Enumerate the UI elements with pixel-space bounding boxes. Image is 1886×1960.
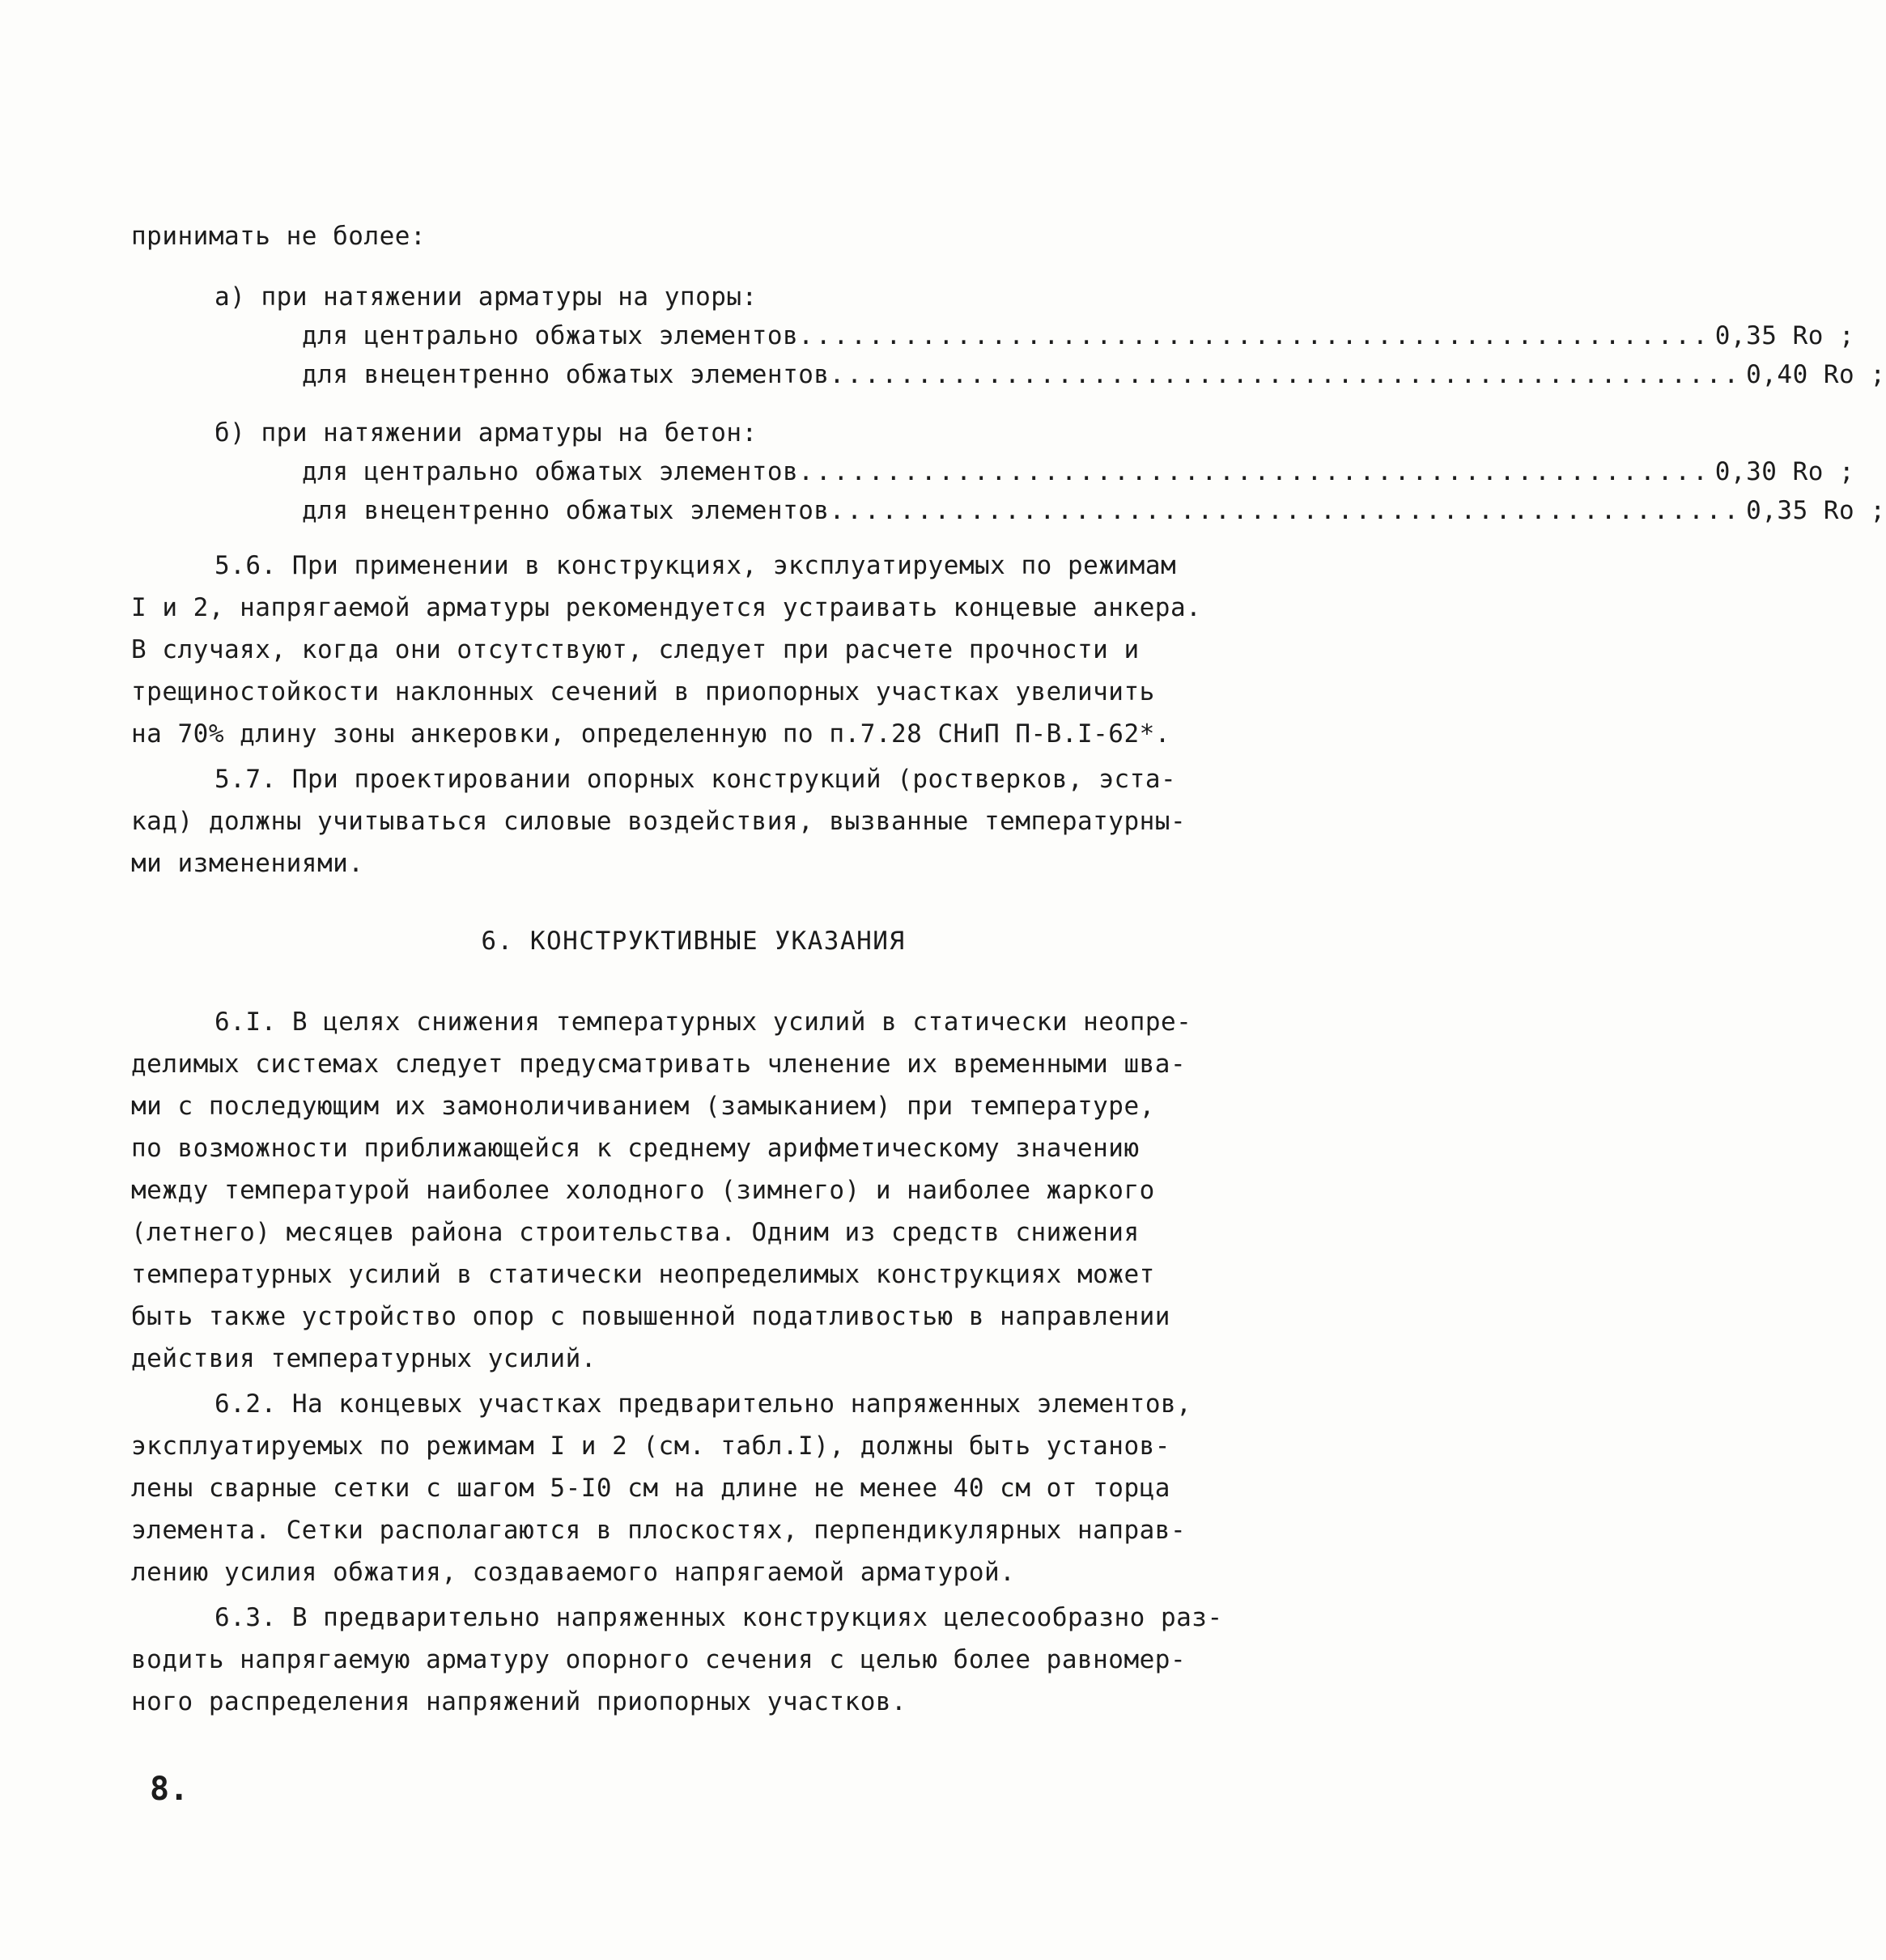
leader-dots: .................................................... <box>829 496 1742 525</box>
list-b-head: б) при натяжении арматуры на бетон: <box>215 418 758 448</box>
p62-line-2: эксплуатируемых по режимам I и 2 (см. табл.I), должны быть установ- <box>131 1432 1170 1461</box>
p61-line-4: по возможности приближающейся к среднему арифметическому значению <box>131 1134 1140 1163</box>
p61-line-8: быть также устройство опор с повышенной податливостью в направлении <box>131 1302 1170 1331</box>
p61-line-9: действия температурных усилий. <box>131 1344 597 1373</box>
list-b-row-2 <box>302 494 1886 527</box>
list-a-row-2 <box>302 358 1886 391</box>
p57-line-3: ми изменениями. <box>131 849 364 878</box>
p61-line-7: температурных усилий в статически неопределимых конструкциях может <box>131 1260 1155 1289</box>
p63-line-1: 6.3. В предварительно напряженных конструкциях целесообразно раз- <box>215 1603 1223 1632</box>
row-value: 0,40 Rо ; <box>1746 360 1886 389</box>
p63-line-3: ного распределения напряжений приопорных участков. <box>131 1687 907 1716</box>
row-label: для центрально обжатых элементов <box>302 457 799 486</box>
p56-line-1: 5.6. При применении в конструкциях, эксплуатируемых по режимам <box>215 551 1177 580</box>
p56-line-5: на 70% длину зоны анкеровки, определенную по п.7.28 СНиП П-В.I-62*. <box>131 719 1170 749</box>
p56-line-2: I и 2, напрягаемой арматуры рекомендуется устраивать концевые анкера. <box>131 593 1202 622</box>
p61-line-5: между температурой наиболее холодного (зимнего) и наиболее жаркого <box>131 1176 1155 1205</box>
leader-dots: .................................................... <box>798 321 1710 350</box>
p62-line-4: элемента. Сетки располагаются в плоскостях, перпендикулярных направ- <box>131 1516 1187 1545</box>
p61-line-2: делимых системах следует предусматривать членение их временными шва- <box>131 1050 1187 1079</box>
p62-line-3: лены сварные сетки с шагом 5-I0 см на длине не менее 40 см от торца <box>131 1474 1170 1503</box>
page-number: 8. <box>150 1771 189 1808</box>
p56-line-3: В случаях, когда они отсутствуют, следует при расчете прочности и <box>131 635 1140 664</box>
row-label: для внецентренно обжатых элементов <box>302 496 830 525</box>
p62-line-1: 6.2. На концевых участках предварительно напряженных элементов, <box>215 1389 1192 1419</box>
leader-dots: .................................................... <box>798 457 1710 486</box>
list-a-row-1 <box>302 320 1855 352</box>
row-value: 0,30 Rо ; <box>1714 457 1855 486</box>
p61-line-6: (летнего) месяцев района строительства. Одним из средств снижения <box>131 1218 1140 1247</box>
p57-line-2: кад) должны учитываться силовые воздействия, вызванные температурны- <box>131 807 1187 836</box>
row-value: 0,35 Rо ; <box>1746 496 1886 525</box>
row-label: для центрально обжатых элементов <box>302 321 799 350</box>
p56-line-4: трещиностойкости наклонных сечений в приопорных участках увеличить <box>131 677 1155 706</box>
section-title: 6. КОНСТРУКТИВНЫЕ УКАЗАНИЯ <box>481 927 906 956</box>
p57-line-1: 5.7. При проектировании опорных конструкций (ростверков, эста- <box>215 765 1177 794</box>
p61-line-3: ми с последующим их замоноличиванием (замыканием) при температуре, <box>131 1092 1155 1121</box>
list-b-row-1 <box>302 456 1855 488</box>
p62-line-5: лению усилия обжатия, создаваемого напрягаемой арматурой. <box>131 1558 1016 1587</box>
row-label: для внецентренно обжатых элементов <box>302 360 830 389</box>
list-a-head: а) при натяжении арматуры на упоры: <box>215 282 758 312</box>
p61-line-1: 6.I. В целях снижения температурных усилий в статически неопре- <box>215 1008 1192 1037</box>
leader-dots: .................................................... <box>829 360 1742 389</box>
p63-line-2: водить напрягаемую арматуру опорного сечения с целью более равномер- <box>131 1645 1187 1674</box>
intro-line: принимать не более: <box>131 222 427 251</box>
row-value: 0,35 Rо ; <box>1714 321 1855 350</box>
